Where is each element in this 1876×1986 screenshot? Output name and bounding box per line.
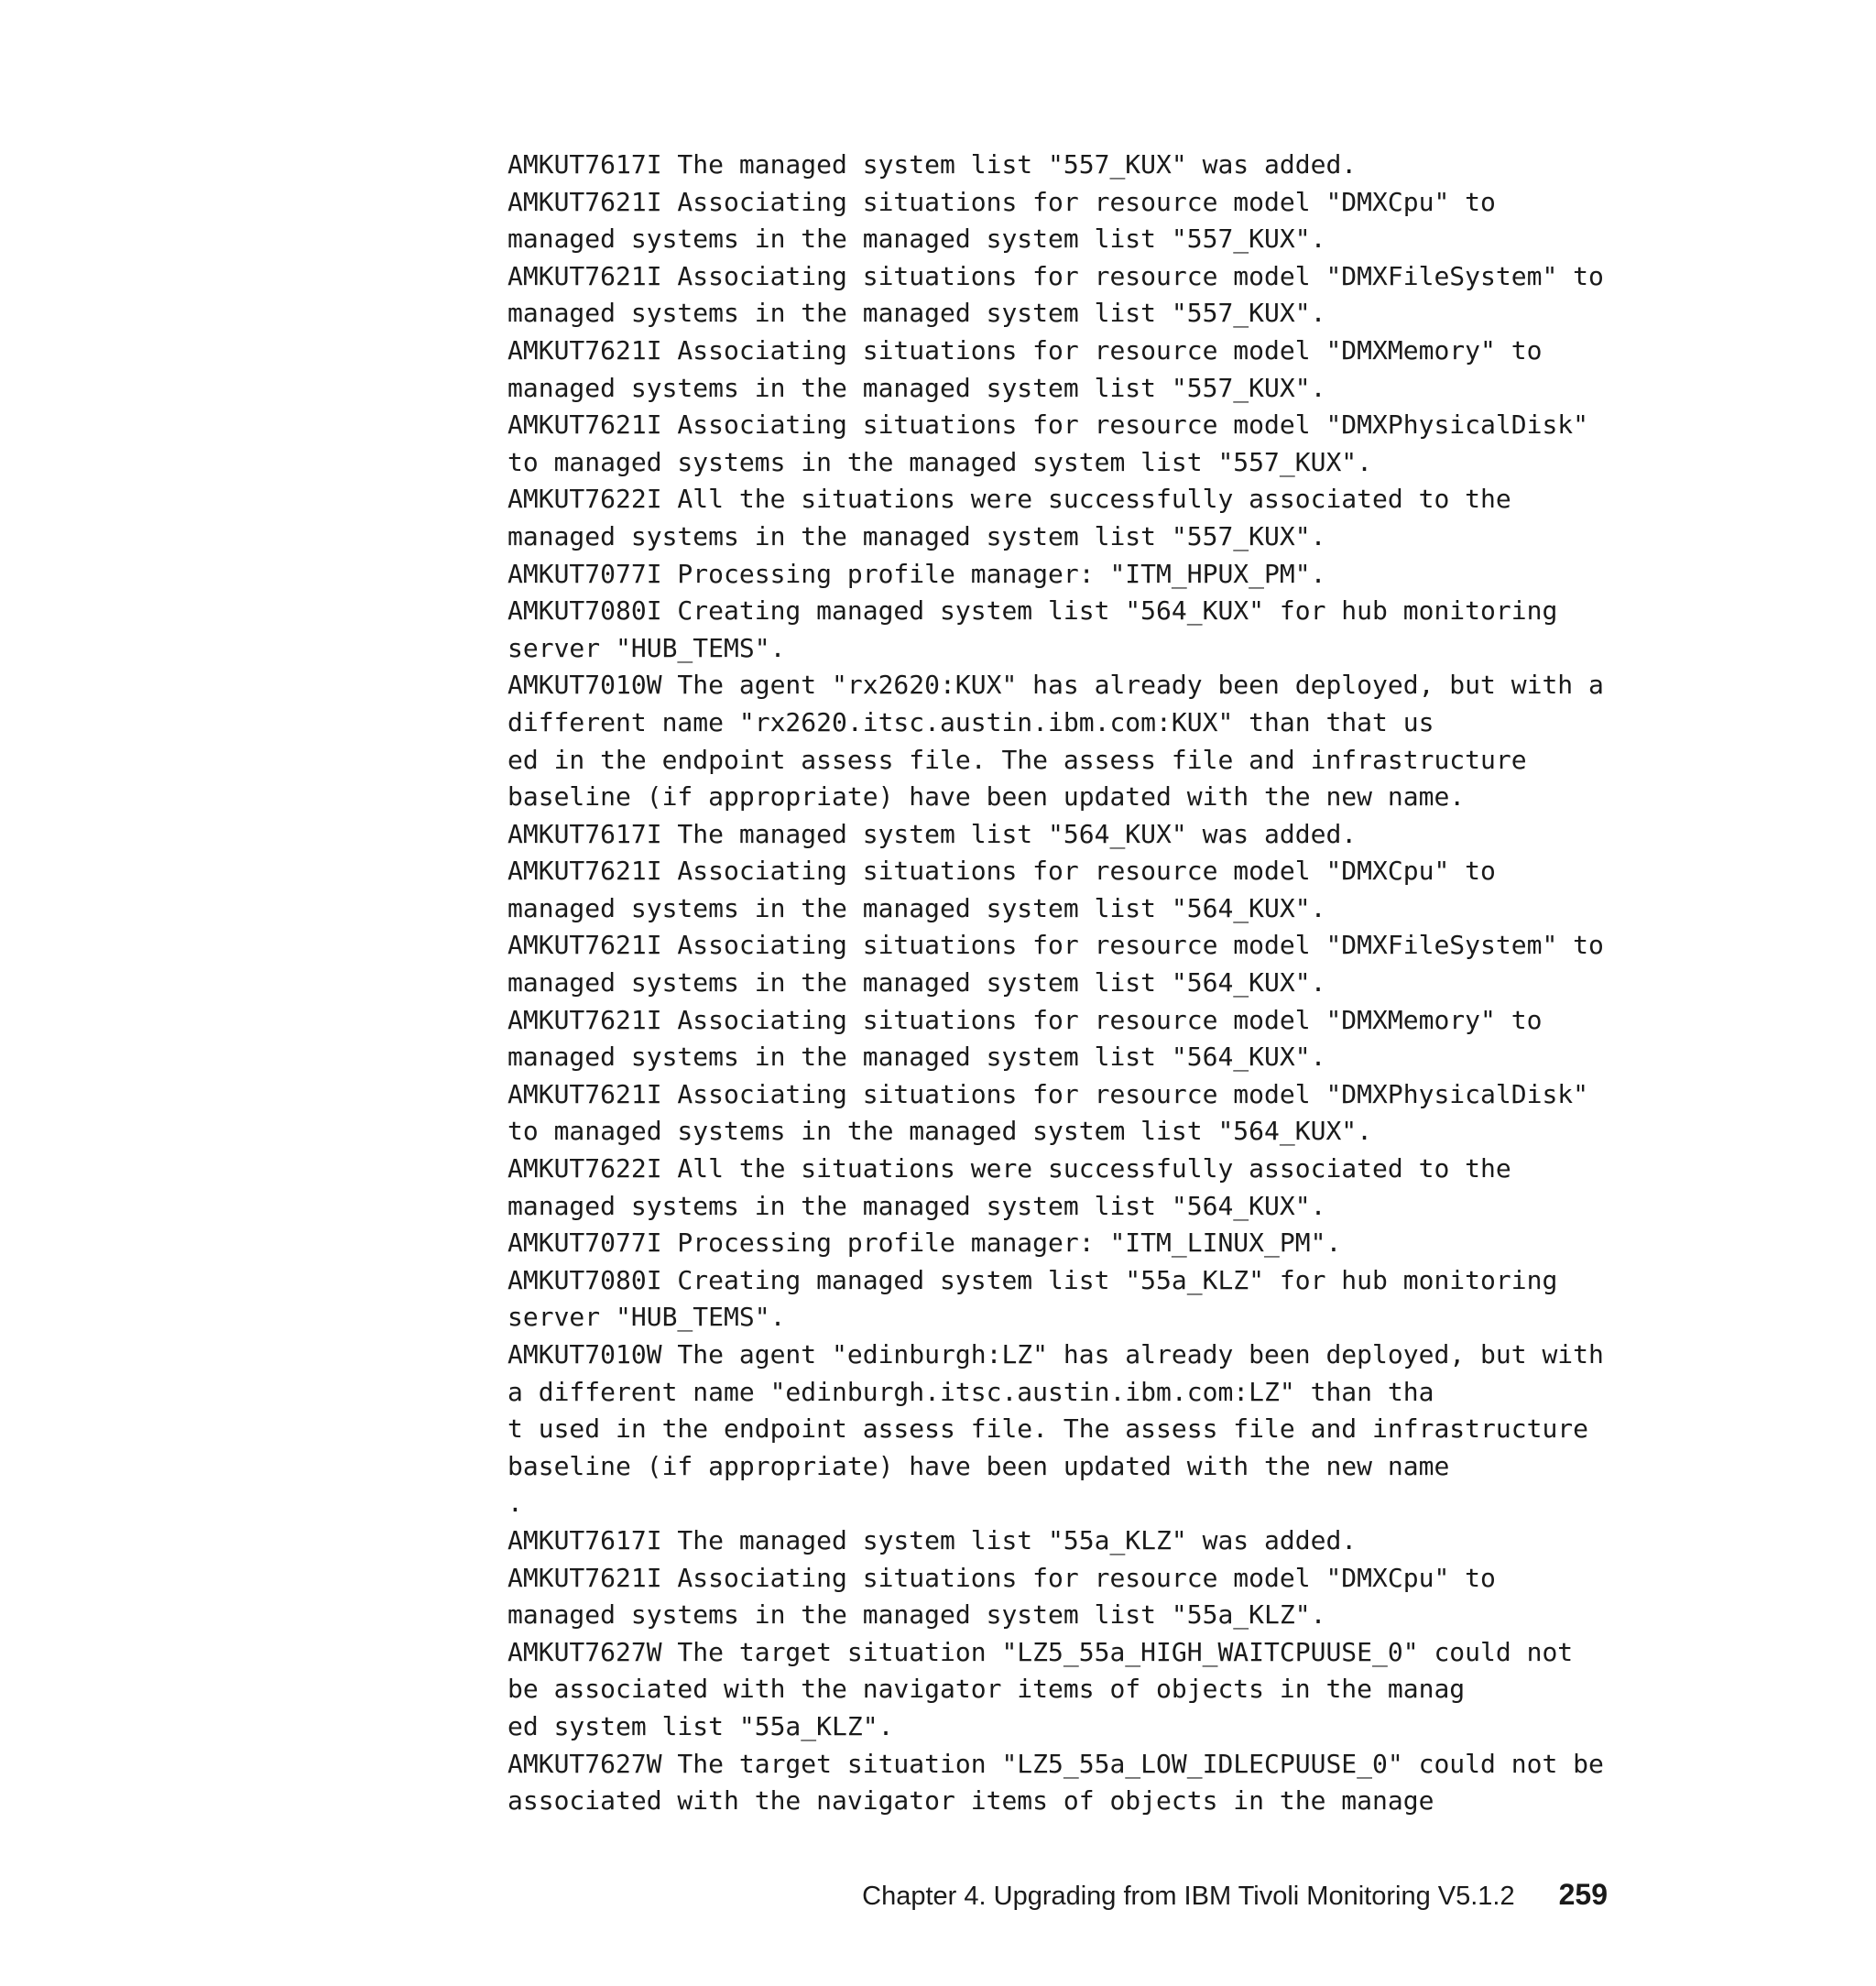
log-line: managed systems in the managed system list "564_KUX". — [507, 967, 1326, 998]
log-line: AMKUT7621I Associating situations for resource model "DMXCpu" to — [507, 856, 1496, 887]
log-line: associated with the navigator items of objects in the manage — [507, 1785, 1434, 1817]
log-line: AMKUT7621I Associating situations for resource model "DMXFileSystem" to — [507, 260, 1604, 291]
log-line: AMKUT7621I Associating situations for resource model "DMXCpu" to — [507, 186, 1496, 217]
log-line: a different name "edinburgh.itsc.austin.ibm.com:LZ" than tha — [507, 1376, 1434, 1407]
log-line: AMKUT7077I Processing profile manager: "ITM_HPUX_PM". — [507, 558, 1326, 589]
log-line: AMKUT7617I The managed system list "557_KUX" was added. — [507, 149, 1358, 180]
log-line: server "HUB_TEMS". — [507, 632, 786, 663]
log-line: managed systems in the managed system list "557_KUX". — [507, 298, 1326, 329]
chapter-title: Chapter 4. Upgrading from IBM Tivoli Monitoring V5.1.2 — [862, 1882, 1515, 1911]
log-line: AMKUT7621I Associating situations for resource model "DMXPhysicalDisk" — [507, 1078, 1589, 1109]
log-line: AMKUT7621I Associating situations for resource model "DMXFileSystem" to — [507, 930, 1604, 961]
log-line: AMKUT7621I Associating situations for resource model "DMXCpu" to — [507, 1562, 1496, 1593]
log-line: AMKUT7010W The agent "edinburgh:LZ" has already been deployed, but with — [507, 1339, 1604, 1369]
log-line: server "HUB_TEMS". — [507, 1302, 786, 1333]
log-line: AMKUT7077I Processing profile manager: "ITM_LINUX_PM". — [507, 1228, 1342, 1259]
log-line: t used in the endpoint assess file. The assess file and infrastructure — [507, 1413, 1589, 1445]
log-line: AMKUT7621I Associating situations for resource model "DMXMemory" to — [507, 1004, 1543, 1035]
log-line: ed system list "55a_KLZ". — [507, 1710, 894, 1741]
log-line: managed systems in the managed system list "557_KUX". — [507, 224, 1326, 255]
page-number: 259 — [1558, 1878, 1608, 1911]
log-line: managed systems in the managed system list "564_KUX". — [507, 1042, 1326, 1073]
log-line: AMKUT7627W The target situation "LZ5_55a_LOW_IDLECPUUSE_0" could not be — [507, 1748, 1604, 1779]
log-line: managed systems in the managed system list "564_KUX". — [507, 1190, 1326, 1221]
log-line: to managed systems in the managed system list "564_KUX". — [507, 1116, 1373, 1147]
log-line: AMKUT7080I Creating managed system list "564_KUX" for hub monitoring — [507, 595, 1558, 627]
log-line: to managed systems in the managed system list "557_KUX". — [507, 446, 1373, 477]
page-footer — [0, 1878, 1608, 1912]
log-line: AMKUT7617I The managed system list "564_KUX" was added. — [507, 818, 1358, 849]
log-line: baseline (if appropriate) have been updated with the new name. — [507, 781, 1466, 813]
log-line: ed in the endpoint assess file. The assess file and infrastructure — [507, 744, 1527, 775]
log-line: AMKUT7622I All the situations were successfully associated to the — [507, 484, 1511, 515]
log-line: . — [507, 1488, 523, 1519]
log-line: managed systems in the managed system list "55a_KLZ". — [507, 1599, 1326, 1631]
log-line: AMKUT7622I All the situations were successfully associated to the — [507, 1153, 1511, 1184]
log-line: baseline (if appropriate) have been updated with the new name — [507, 1450, 1450, 1481]
log-line: AMKUT7617I The managed system list "55a_KLZ" was added. — [507, 1524, 1358, 1555]
log-line: AMKUT7621I Associating situations for resource model "DMXMemory" to — [507, 334, 1543, 366]
log-line: managed systems in the managed system list "557_KUX". — [507, 372, 1326, 403]
log-line: AMKUT7621I Associating situations for resource model "DMXPhysicalDisk" — [507, 409, 1589, 441]
log-line: managed systems in the managed system list "557_KUX". — [507, 520, 1326, 551]
log-line: AMKUT7080I Creating managed system list "55a_KLZ" for hub monitoring — [507, 1264, 1558, 1295]
log-line: different name "rx2620.itsc.austin.ibm.com:KUX" than that us — [507, 706, 1434, 737]
log-line: AMKUT7627W The target situation "LZ5_55a_HIGH_WAITCPUUSE_0" could not — [507, 1636, 1574, 1667]
log-line: AMKUT7010W The agent "rx2620:KUX" has already been deployed, but with a — [507, 670, 1604, 701]
log-line: managed systems in the managed system list "564_KUX". — [507, 892, 1326, 923]
log-line: be associated with the navigator items of objects in the manag — [507, 1674, 1466, 1705]
log-output-block — [507, 147, 1604, 1820]
